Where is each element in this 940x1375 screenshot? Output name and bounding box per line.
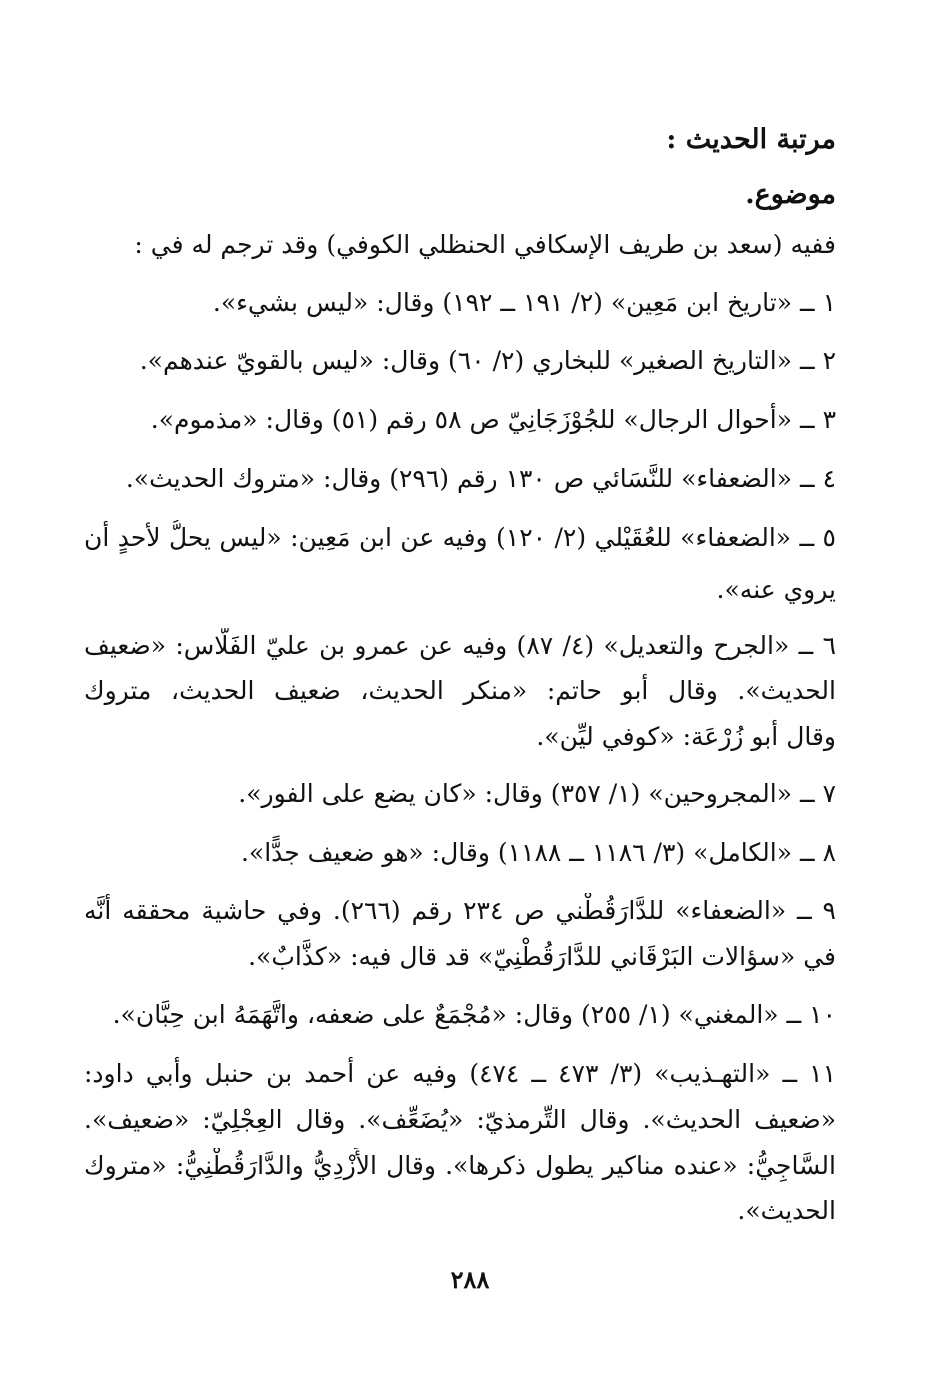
list-item-continuation: الحديث». <box>737 1196 836 1225</box>
list-item: ٦ ــ «الجرح والتعديل» (٤/ ٨٧) وفيه عن عمرو بن عليّ الفَلَّاس: «ضعيف <box>84 631 836 660</box>
page-number: ٢٨٨ <box>450 1265 490 1294</box>
list-item: ٧ ــ «المجروحين» (١/ ٣٥٧) وقال: «كان يضع على الفور». <box>238 779 836 808</box>
list-item: ١٠ ــ «المغني» (١/ ٢٥٥) وقال: «مُجْمَعٌ على ضعفه، واتَّهَمَهُ ابن حِبَّان». <box>112 1000 836 1029</box>
section-title: مرتبة الحديث : <box>666 124 836 155</box>
list-item: ٤ ــ «الضعفاء» للنَّسَائي ص ١٣٠ رقم (٢٩٦) وقال: «متروك الحديث». <box>125 464 836 493</box>
list-item: ٢ ــ «التاريخ الصغير» للبخاري (٢/ ٦٠) وقال: «ليس بالقويّ عندهم». <box>139 346 836 375</box>
list-item-continuation: وقال أبو زُرْعَة: «كوفي ليِّن». <box>536 722 836 751</box>
list-item-continuation: السَّاجِيُّ: «عنده مناكير يطول ذكرها». وقال الأَزْدِيُّ والدَّارَقُطْنِيُّ: «متروك <box>84 1151 836 1180</box>
list-item: ١ ــ «تاريخ ابن مَعِين» (٢/ ١٩١ ــ ١٩٢) وقال: «ليس بشيء». <box>212 288 836 317</box>
list-item-continuation: «ضعيف الحديث». وقال التِّرمذيّ: «يُضَعِّف». وقال العِجْلِيّ: «ضعيف». <box>84 1105 836 1134</box>
list-item: ٥ ــ «الضعفاء» للعُقَيْلي (٢/ ١٢٠) وفيه عن ابن مَعِين: «ليس يحلُّ لأحدٍ أن <box>84 523 836 552</box>
list-item-continuation: في «سؤالات البَرْقَاني للدَّارَقُطْنِيّ» قد قال فيه: «كذَّابٌ». <box>248 942 836 971</box>
intro-line: ففيه (سعد بن طريف الإسكافي الحنظلي الكوفي) وقد ترجم له في : <box>134 230 836 259</box>
list-item: ٨ ــ «الكامل» (٣/ ١١٨٦ ــ ١١٨٨) وقال: «هو ضعيف جدًّا». <box>240 838 836 867</box>
hadith-grade: موضوع. <box>745 179 836 210</box>
list-item-continuation: يروي عنه». <box>716 575 836 604</box>
list-item: ١١ ــ «التهـذيب» (٣/ ٤٧٣ ــ ٤٧٤) وفيه عن أحمد بن حنبل وأبي داود: <box>84 1059 836 1088</box>
list-item-continuation: الحديث». وقال أبو حاتم: «منكر الحديث، ضعيف الحديث، متروك <box>84 676 836 705</box>
list-item: ٣ ــ «أحوال الرجال» للجُوْزَجَانِيّ ص ٥٨ رقم (٥١) وقال: «مذموم». <box>150 405 836 434</box>
list-item: ٩ ــ «الضعفاء» للدَّارَقُطْني ص ٢٣٤ رقم (٢٦٦). وفي حاشية محققه أنَّه <box>84 896 836 925</box>
